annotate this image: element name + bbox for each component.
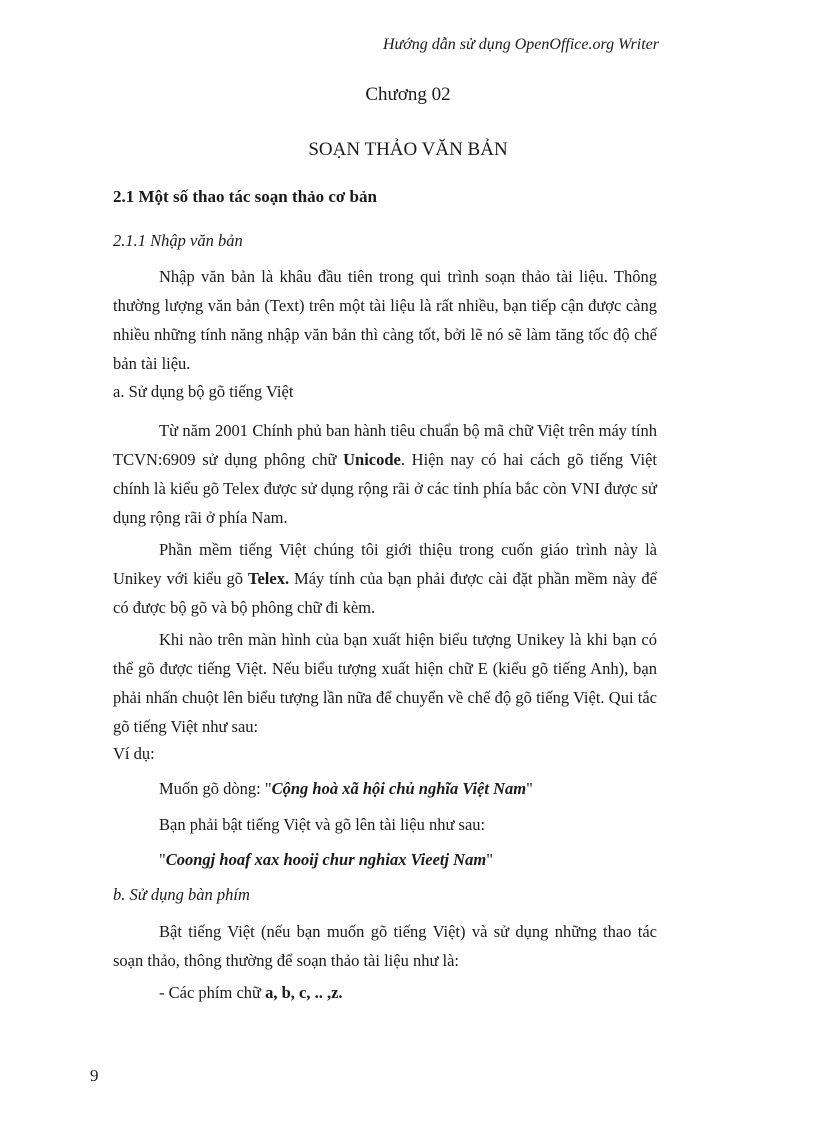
keys-list-item: - Các phím chữ a, b, c, .. ,z. bbox=[159, 983, 343, 1002]
section-heading: 2.1 Một số thao tác soạn thảo cơ bản bbox=[113, 187, 377, 206]
paragraph-keyboard: Bật tiếng Việt (nếu bạn muốn gõ tiếng Việt) và sử dụng những thao tác soạn thảo, thông thường để soạn thảo tài liệu như là: bbox=[113, 922, 657, 970]
paragraph-icon: Khi nào trên màn hình của bạn xuất hiện biểu tượng Unikey là khi bạn có thể gõ được tiếng Việt. Nếu biểu tượng xuất hiện chữ E (kiểu gõ tiếng Anh), bạn phải nhấn chuột lên biểu tượng lần nữa để chuyển về chế độ gõ tiếng Việt. Qui tắc gõ tiếng Việt như sau: bbox=[113, 630, 657, 736]
example-line-1: Muốn gõ dòng: "Cộng hoà xã hội chủ nghĩa Việt Nam" bbox=[159, 779, 533, 798]
telex-bold: Telex. bbox=[247, 569, 290, 588]
chapter-number: Chương 02 bbox=[365, 84, 451, 105]
paragraph-unicode: Từ năm 2001 Chính phủ ban hành tiêu chuẩn bộ mã chữ Việt trên máy tính TCVN:6909 sử dụng phông chữ Unicode. Hiện nay có hai cách gõ tiếng Việt chính là kiểu gõ Telex được sử dụng rộng rãi ở các tỉnh phía bắc còn VNI được sử dụng rộng rãi ở phía Nam. bbox=[113, 421, 657, 527]
page-number: 9 bbox=[90, 1066, 99, 1085]
subsection-heading: 2.1.1 Nhập văn bản bbox=[113, 231, 243, 250]
item-b-heading: b. Sử dụng bàn phím bbox=[113, 885, 250, 904]
unicode-bold: Unicode bbox=[343, 450, 401, 469]
running-header: Hướng dẫn sử dụng OpenOffice.org Writer bbox=[382, 36, 659, 53]
example-label: Ví dụ: bbox=[113, 744, 155, 763]
paragraph-intro: Nhập văn bản là khâu đầu tiên trong qui trình soạn thảo tài liệu. Thông thường lượng văn bản (Text) trên một tài liệu là rất nhiều, bạn tiếp cận được càng nhiều những tính năng nhập văn bản thì càng tốt, bởi lẽ nó sẽ làm tăng tốc độ chế bản tài liệu. bbox=[113, 267, 657, 373]
example-line-2: Bạn phải bật tiếng Việt và gõ lên tài liệu như sau: bbox=[159, 815, 486, 834]
item-a-heading: a. Sử dụng bộ gõ tiếng Việt bbox=[113, 382, 294, 401]
chapter-title: SOẠN THẢO VĂN BẢN bbox=[308, 139, 508, 160]
example-line-3: "Coongj hoaf xax hooij chur nghiax Vieetj Nam" bbox=[159, 850, 493, 869]
paragraph-unikey: Phần mềm tiếng Việt chúng tôi giới thiệu trong cuốn giáo trình này là Unikey với kiểu gõ Telex. Máy tính của bạn phải được cài đặt phần mềm này để có được bộ gõ và bộ phông chữ đi kèm. bbox=[113, 540, 657, 617]
